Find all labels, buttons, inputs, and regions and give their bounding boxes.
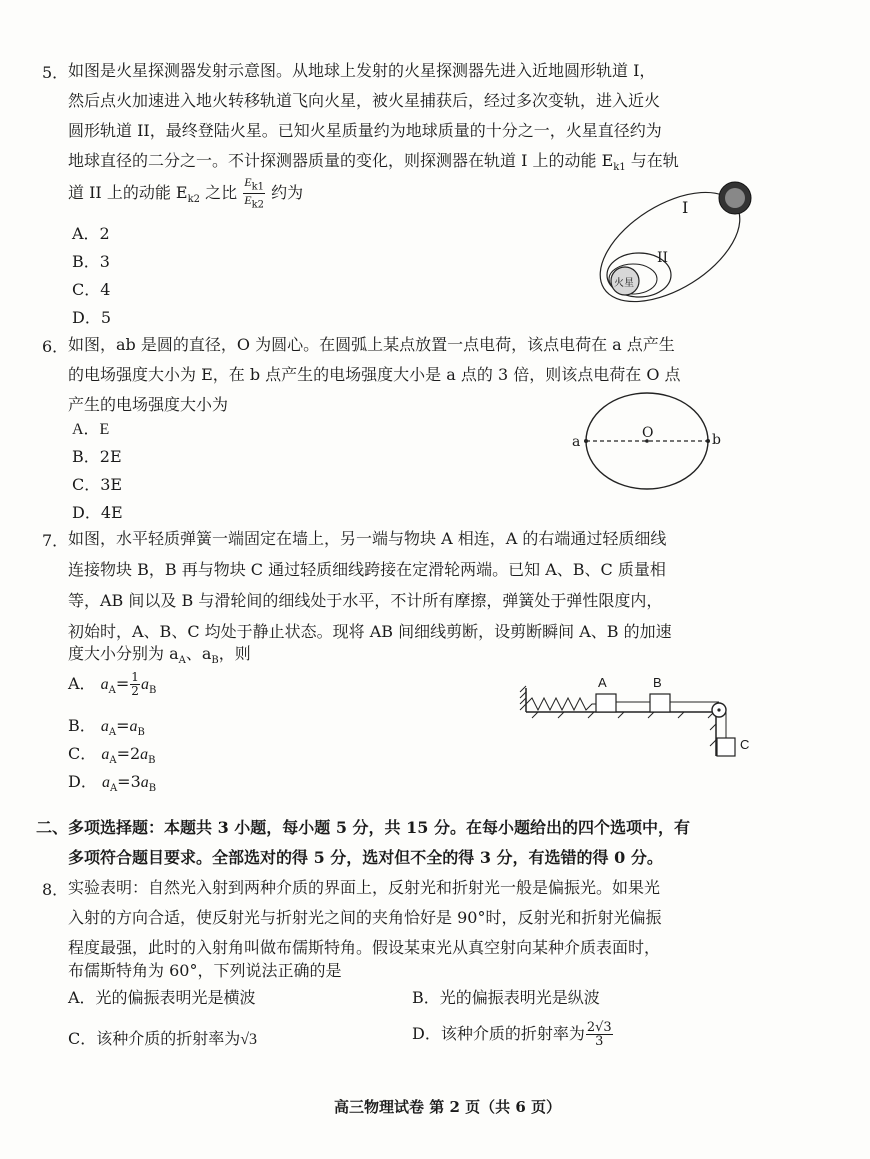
q6-label-b: b — [712, 432, 721, 448]
q7-line-2: 连接物块 B，B 再与物块 C 通过轻质细线跨接在定滑轮两端。已知 A、B、C 质量相 — [68, 560, 666, 579]
q8-number: 8． — [42, 880, 69, 899]
q7-line-4: 初始时，A、B、C 均处于静止状态。现将 AB 间细线剪断，设剪断瞬间 A、B 的加速 — [68, 622, 672, 641]
q5-label-mars: 火星 — [614, 278, 634, 289]
q6-line-1: 如图，ab 是圆的直径，O 为圆心。在圆弧上某点放置一点电荷，该点电荷在 a 点产生 — [68, 335, 675, 354]
q6-option-b: B．2E — [72, 447, 122, 466]
q5-option-a: A．2 — [72, 224, 110, 243]
q5-sub-k1: k1 — [613, 162, 626, 174]
q6-label-a: a — [572, 434, 581, 450]
q8-line-4: 布儒斯特角为 60°，下列说法正确的是 — [68, 961, 342, 980]
q8-line-3: 程度最强，此时的入射角叫做布儒斯特角。假设某束光从真空射向某种介质表面时， — [68, 938, 661, 957]
q5-ratio-word: 之比 — [205, 183, 238, 202]
q5-option-d: D．5 — [72, 308, 112, 327]
section2-line-1: 二、多项选择题：本题共 3 小题，每小题 5 分，共 15 分。在每小题给出的四个选项中，有 — [36, 818, 690, 837]
q6-label-o: O — [642, 425, 654, 441]
q7-option-c: C． $a_A=2a_B$ — [68, 744, 156, 767]
page-footer: 高三物理试卷 第 2 页（共 6 页） — [334, 1098, 561, 1116]
q7-option-b: B． $a_A=a_B$ — [68, 716, 145, 739]
q6-circle-figure — [583, 395, 713, 490]
q5-label-orbit2: II — [657, 250, 669, 266]
q5-label-orbit1: I — [682, 198, 689, 217]
q7-label-c: C — [740, 737, 750, 752]
q8-option-c-value: √3 — [240, 1031, 258, 1048]
q7-label-a: A — [598, 675, 607, 690]
q5-ratio-fraction: $\frac{E_{k1}}{E_{k2}}$ — [244, 174, 264, 211]
q7-line-1: 如图，水平轻质弹簧一端固定在墙上，另一端与物块 A 相连，A 的右端通过轻质细线 — [68, 529, 667, 548]
q6-line-3: 产生的电场强度大小为 — [68, 395, 229, 414]
q6-option-a: A．E — [72, 421, 110, 438]
q7-label-b: B — [653, 675, 662, 690]
q5-line-2: 然后点火加速进入地火转移轨道飞向火星，被火星捕获后，经过多次变轨，进入近火 — [68, 91, 661, 110]
q8-option-c: C．该种介质的折射率为√3 — [68, 1029, 258, 1048]
q5-line-5-text: 道 II 上的动能 E — [68, 183, 188, 202]
q8-line-2: 入射的方向合适，使反射光与折射光之间的夹角恰好是 90°时，反射光和折射光偏振 — [68, 908, 662, 927]
q5-option-b: B．3 — [72, 252, 110, 271]
q7-line-3: 等，AB 间以及 B 与滑轮间的细线处于水平，不计所有摩擦，弹簧处于弹性限度内， — [68, 591, 663, 610]
q5-number: 5． — [42, 63, 69, 82]
q5-option-c: C．4 — [72, 280, 111, 299]
q8-option-b: B．光的偏振表明光是纵波 — [412, 988, 600, 1007]
q7-number: 7． — [42, 531, 69, 550]
q5-line-5 — [68, 175, 303, 218]
q7-mechanics-figure — [518, 680, 743, 760]
q7-line-5: 度大小分别为 $a_A$、$a_B$，则 — [68, 644, 251, 667]
q8-option-a: A．光的偏振表明光是横波 — [68, 988, 256, 1007]
q5-line-4-tail: 与在轨 — [630, 151, 679, 170]
q5-line-4-text: 地球直径的二分之一。不计探测器质量的变化，则探测器在轨道 I 上的动能 E — [68, 151, 614, 170]
q8-line-1: 实验表明：自然光入射到两种介质的界面上，反射光和折射光一般是偏振光。如果光 — [68, 878, 661, 897]
q5-orbit-figure — [595, 175, 765, 310]
q7-option-d: D． $a_A=3a_B$ — [68, 772, 157, 795]
q7-line-5-text: 度大小分别为 a — [68, 644, 179, 663]
q5-line-5-tail: 约为 — [271, 183, 304, 202]
q6-line-2: 的电场强度大小为 E，在 b 点产生的电场强度大小是 a 点的 3 倍，则该点电荷在 O 点 — [68, 365, 681, 384]
section2-line-2: 多项符合题目要求。全部选对的得 5 分，选对但不全的得 3 分，有选错的得 0 分。 — [68, 848, 663, 867]
q7-option-a: A． $a_A=$ $\frac{1}{2}$ $a_B$ — [68, 670, 157, 698]
q5-sub-k2: k2 — [187, 194, 201, 206]
q8-option-d: D．该种介质的折射率为 $\frac{2√3}{3}$ — [412, 1020, 612, 1049]
q6-number: 6． — [42, 337, 69, 356]
q5-line-3: 圆形轨道 II，最终登陆火星。已知火星质量约为地球质量的十分之一，火星直径约为 — [68, 121, 662, 140]
q6-option-d: D．4E — [72, 503, 123, 522]
q5-line-1: 如图是火星探测器发射示意图。从地球上发射的火星探测器先进入近地圆形轨道 I， — [68, 61, 656, 80]
q6-option-c: C．3E — [72, 475, 123, 494]
